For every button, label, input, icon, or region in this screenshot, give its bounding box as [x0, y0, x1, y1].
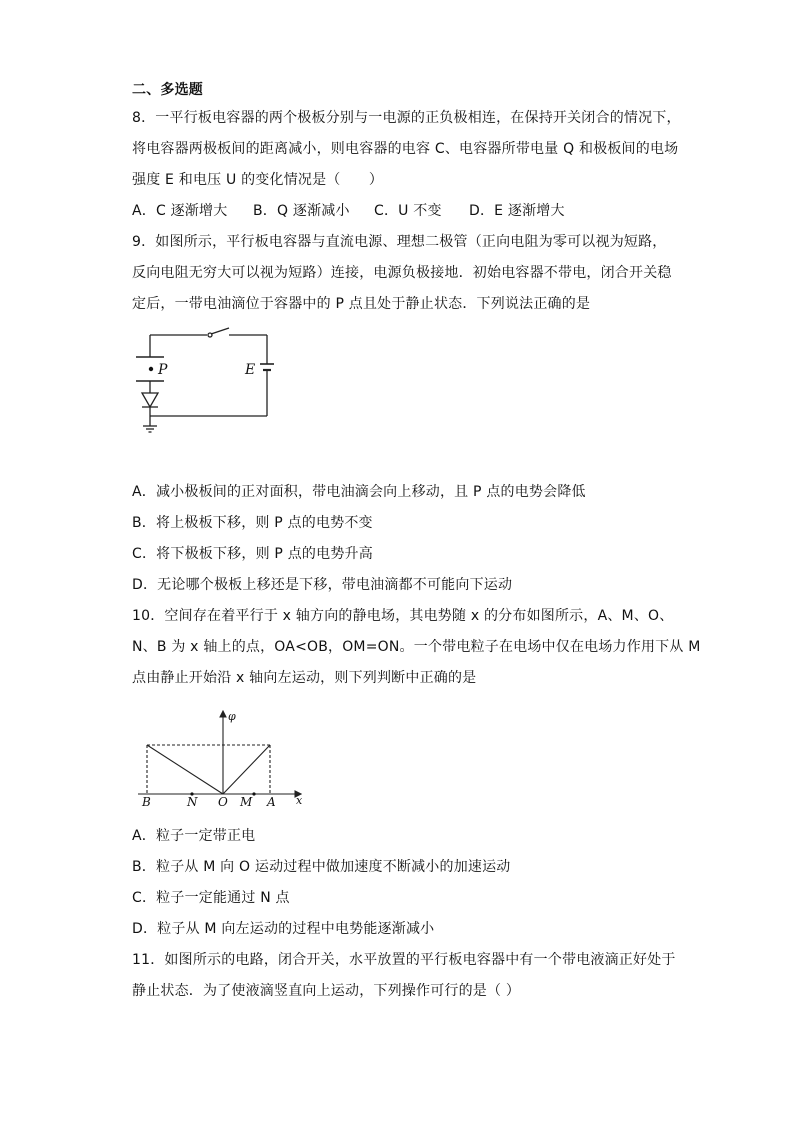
- q9-diode-triangle: [142, 393, 158, 407]
- q9-option-b: B．将上极板下移，则 P 点的电势不变: [132, 515, 373, 531]
- q8-option-d: D．E 逐渐增大: [469, 203, 565, 219]
- q8-option-b: B．Q 逐渐减小: [253, 203, 350, 219]
- q10-potential-right-branch: [223, 745, 270, 794]
- q10-potential-left-branch: [147, 745, 223, 794]
- q9-circuit-figure: [125, 320, 285, 440]
- q8-options: [132, 201, 565, 221]
- q8-option-c: C．U 不变: [374, 203, 442, 219]
- q10-label-m: M: [240, 795, 253, 809]
- q9-label-p: P: [158, 362, 168, 378]
- q9-point-p-dot: [149, 367, 153, 371]
- q10-label-o: O: [218, 795, 228, 809]
- q8-line-1: 8．一平行板电容器的两个极板分别与一电源的正负极相连，在保持开关闭合的情况下，: [132, 110, 681, 126]
- q10-label-phi: φ: [228, 710, 236, 723]
- q10-line-1: 10．空间存在着平行于 x 轴方向的静电场，其电势随 x 的分布如图所示，A、M、O、: [132, 608, 674, 624]
- section-title: 二、多选题: [132, 82, 203, 98]
- q9-switch-blade: [211, 328, 229, 334]
- q9-label-e: E: [245, 362, 256, 378]
- q10-option-a: A．粒子一定带正电: [132, 828, 256, 844]
- q9-line-1: 9．如图所示，平行板电容器与直流电源、理想二极管（正向电阻为零可以视为短路，: [132, 234, 667, 250]
- q9-option-a: A．减小极板间的正对面积，带电油滴会向上移动，且 P 点的电势会降低: [132, 484, 586, 500]
- q10-label-n: N: [187, 795, 198, 809]
- q9-line-2: 反向电阻无穷大可以视为短路）连接，电源负极接地．初始电容器不带电，闭合开关稳: [132, 265, 672, 281]
- q9-option-d: D．无论哪个极板上移还是下移，带电油滴都不可能向下运动: [132, 577, 513, 593]
- q10-line-3: 点由静止开始沿 x 轴向左运动，则下列判断中正确的是: [132, 670, 477, 686]
- q9-option-c: C．将下极板下移，则 P 点的电势升高: [132, 546, 373, 562]
- q11-line-2: 静止状态．为了使液滴竖直向上运动，下列操作可行的是（ ）: [132, 983, 521, 999]
- q8-line-2: 将电容器两极板间的距离减小，则电容器的电容 C、电容器所带电量 Q 和极板间的电场: [132, 141, 679, 157]
- q10-point-m-dot: [252, 792, 255, 795]
- q8-option-a: A．C 逐渐增大: [132, 203, 228, 219]
- q8-line-3: 强度 E 和电压 U 的变化情况是（ ）: [132, 172, 384, 188]
- q10-label-b: B: [142, 795, 151, 809]
- q10-line-2: N、B 为 x 轴上的点，OA<OB，OM=ON。一个带电粒子在电场中仅在电场力作用下从 M: [132, 639, 701, 655]
- q11-line-1: 11．如图所示的电路，闭合开关，水平放置的平行板电容器中有一个带电液滴正好处于: [132, 952, 676, 968]
- q10-potential-graph: [130, 700, 310, 810]
- q10-label-x: x: [296, 794, 303, 807]
- q10-option-b: B．粒子从 M 向 O 运动过程中做加速度不断减小的加速运动: [132, 859, 511, 875]
- q9-line-3: 定后，一带电油滴位于容器中的 P 点且处于静止状态．下列说法正确的是: [132, 296, 591, 312]
- q10-label-a: A: [267, 795, 276, 809]
- q10-option-c: C．粒子一定能通过 N 点: [132, 890, 290, 906]
- q10-option-d: D．粒子从 M 向左运动的过程中电势能逐渐减小: [132, 921, 435, 937]
